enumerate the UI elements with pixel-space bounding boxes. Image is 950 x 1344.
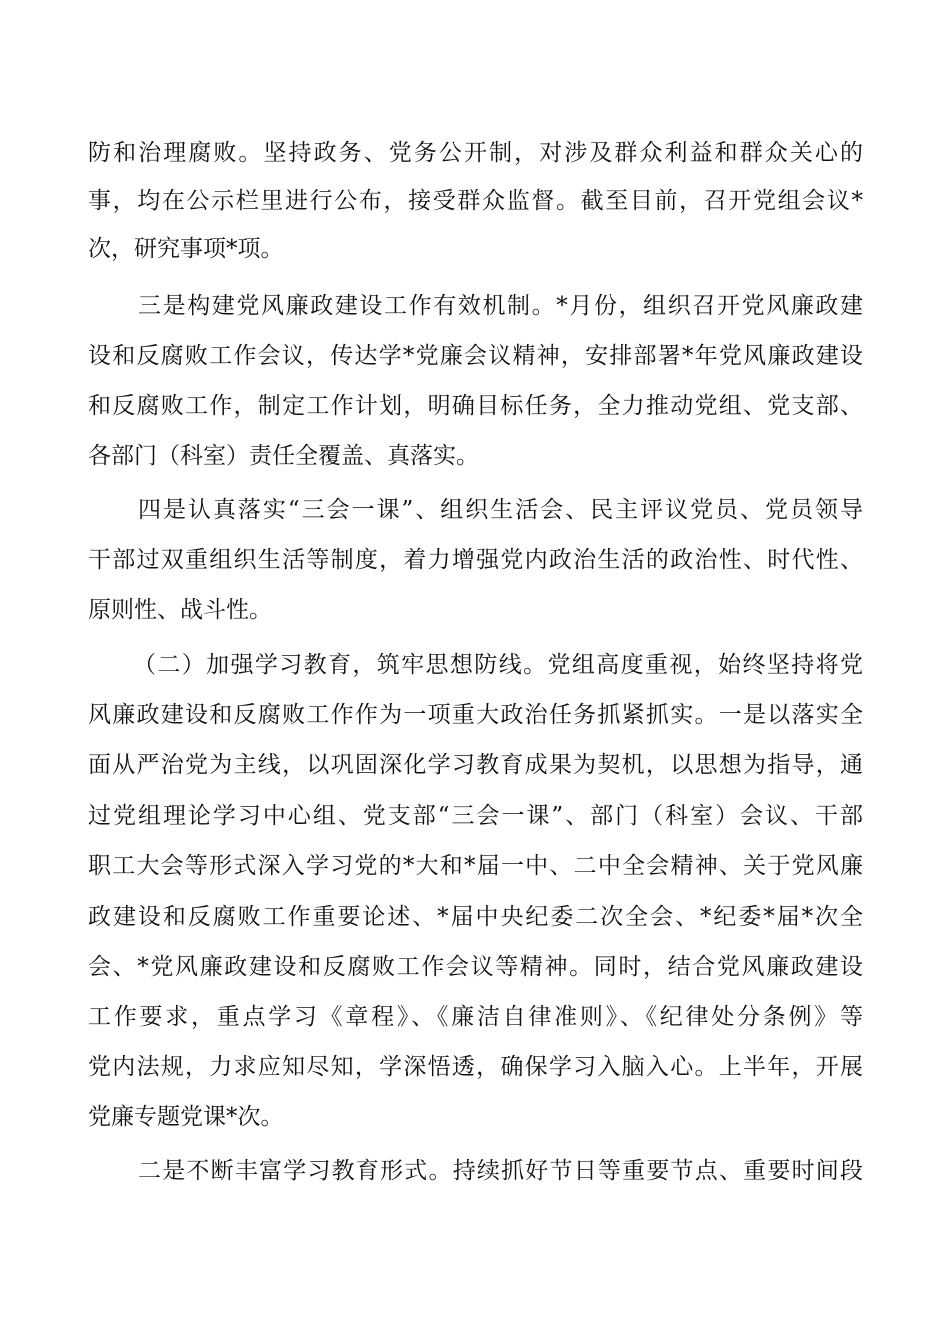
text-line-11: （二）加强学习教育，筑牢思想防线。党组高度重视，始终坚持将党 bbox=[133, 652, 863, 678]
text-line-13: 面从严治党为主线，以巩固深化学习教育成果为契机，以思想为指导，通 bbox=[88, 752, 863, 778]
text-line-5: 设和反腐败工作会议，传达学*党廉会议精神，安排部署*年党风廉政建设 bbox=[88, 343, 863, 369]
text-line-19: 党内法规，力求应知尽知，学深悟透，确保学习入脑入心。上半年，开展 bbox=[88, 1054, 863, 1080]
text-line-20: 党廉专题党课*次。 bbox=[88, 1104, 284, 1130]
text-line-14: 过党组理论学习中心组、党支部“三会一课”、部门（科室）会议、干部 bbox=[88, 803, 863, 829]
text-line-1: 防和治理腐败。坚持政务、党务公开制，对涉及群众利益和群众关心的 bbox=[88, 140, 863, 166]
text-line-15: 职工大会等形式深入学习党的*大和*届一中、二中全会精神、关于党风廉 bbox=[88, 853, 863, 879]
text-line-16: 政建设和反腐败工作重要论述、*届中央纪委二次全会、*纪委*届*次全 bbox=[88, 904, 863, 930]
text-line-6: 和反腐败工作，制定工作计划，明确目标任务，全力推动党组、党支部、 bbox=[88, 393, 863, 419]
text-line-8: 四是认真落实“三会一课”、组织生活会、民主评议党员、党员领导 bbox=[138, 497, 863, 523]
text-line-17: 会、*党风廉政建设和反腐败工作会议等精神。同时，结合党风廉政建设 bbox=[88, 954, 863, 980]
text-line-4: 三是构建党风廉政建设工作有效机制。*月份，组织召开党风廉政建 bbox=[138, 293, 863, 319]
text-line-18: 工作要求，重点学习《章程》、《廉洁自律准则》、《纪律处分条例》等 bbox=[88, 1004, 863, 1030]
text-line-12: 风廉政建设和反腐败工作作为一项重大政治任务抓紧抓实。一是以落实全 bbox=[88, 702, 863, 728]
text-line-21: 二是不断丰富学习教育形式。持续抓好节日等重要节点、重要时间段 bbox=[138, 1158, 863, 1184]
text-line-7: 各部门（科室）责任全覆盖、真落实。 bbox=[88, 443, 479, 469]
text-line-3: 次，研究事项*项。 bbox=[88, 236, 284, 262]
text-line-10: 原则性、战斗性。 bbox=[88, 597, 272, 623]
text-line-9: 干部过双重组织生活等制度，着力增强党内政治生活的政治性、时代性、 bbox=[88, 547, 863, 573]
text-line-2: 事，均在公示栏里进行公布，接受群众监督。截至目前，召开党组会议* bbox=[88, 188, 863, 214]
